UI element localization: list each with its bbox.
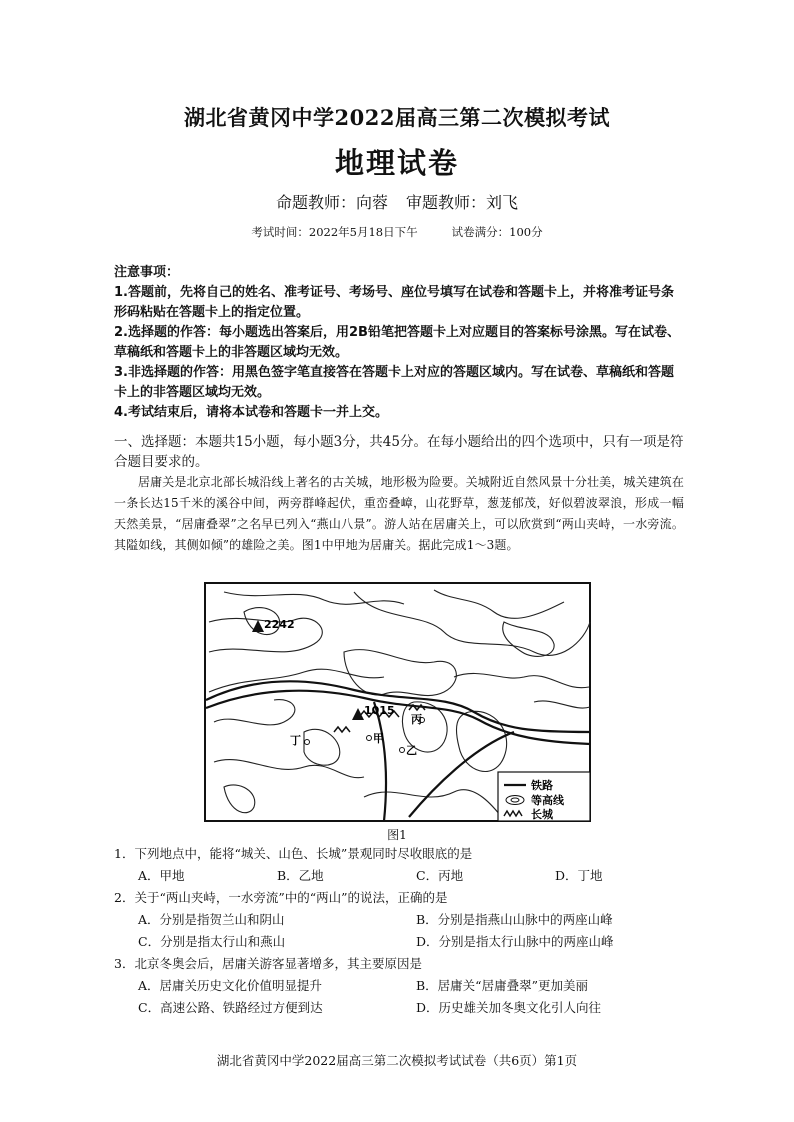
topographic-map bbox=[204, 582, 591, 822]
notice-list bbox=[114, 283, 684, 423]
option-a: A．分别是指贺兰山和阴山 bbox=[138, 912, 285, 927]
teacher-line bbox=[0, 190, 794, 213]
exam-time: 考试时间：2022年5月18日下午 bbox=[251, 225, 418, 239]
figure-caption: 图1 bbox=[387, 828, 407, 842]
question-1 bbox=[114, 843, 694, 887]
option-d: D．历史雄关加冬奥文化引人向往 bbox=[416, 1000, 602, 1015]
option-a: A．居庸关历史文化价值明显提升 bbox=[138, 978, 323, 993]
question-stem: 1．下列地点中，能将“城关、山色、长城”景观同时尽收眼底的是 bbox=[114, 846, 473, 861]
option-c: C．分别是指太行山和燕山 bbox=[138, 934, 286, 949]
notice-item: 4.考试结束后，请将本试卷和答题卡一并上交。 bbox=[114, 405, 388, 420]
question-stem: 2．关于“两山夹峙，一水旁流”中的“两山”的说法，正确的是 bbox=[114, 890, 448, 905]
place-jia: 甲 bbox=[373, 732, 384, 745]
peak-label-low: 1015 bbox=[364, 704, 395, 717]
option-d: D．丁地 bbox=[555, 868, 603, 883]
page-footer: 湖北省黄冈中学2022届高三第二次模拟考试试卷（共6页）第1页 bbox=[216, 1053, 578, 1068]
exam-info-line bbox=[0, 224, 794, 240]
legend-great-wall: 长城 bbox=[531, 808, 553, 821]
option-c: C．高速公路、铁路经过方便到达 bbox=[138, 1000, 323, 1015]
reading-passage: 居庸关是北京北部长城沿线上著名的古关城，地形极为险要。关城附近自然风景十分壮美，城关建筑在一条长达15千米的溪谷中间，两旁群峰起伏，重峦叠嶂，山花野草，葱茏郁茂，好似碧波翠浪，形成一幅天然美景，“居庸叠翠”之名早已列入“燕山八景”。游人站在居庸关上，可以欣赏到“两山夹峙，一水旁流。其隘如线，其侧如倾”的雄险之美。图1中甲地为居庸关。据此完成1～3题。 bbox=[114, 475, 684, 552]
option-row bbox=[114, 865, 694, 887]
option-b: B．乙地 bbox=[277, 868, 324, 883]
map-legend bbox=[498, 772, 590, 821]
legend-contour: 等高线 bbox=[531, 794, 564, 807]
option-d: D．分别是指太行山脉中的两座山峰 bbox=[416, 934, 614, 949]
option-b: B．分别是指燕山山脉中的两座山峰 bbox=[416, 912, 613, 927]
place-ding: 丁 bbox=[290, 734, 301, 747]
legend-railway: 铁路 bbox=[531, 779, 553, 792]
reviewer-teacher: 审题教师：刘飞 bbox=[406, 193, 519, 212]
subject-title: 地理试卷 bbox=[334, 146, 459, 180]
question-stem: 3．北京冬奥会后，居庸关游客显著增多，其主要原因是 bbox=[114, 956, 422, 971]
question-3 bbox=[114, 953, 694, 1019]
exam-title: 湖北省黄冈中学2022届高三第二次模拟考试 bbox=[184, 105, 610, 130]
full-score: 试卷满分：100分 bbox=[451, 225, 543, 239]
option-row bbox=[114, 909, 694, 953]
notice-item: 3.非选择题的作答：用黑色签字笔直接答在答题卡上对应的答题区域内。写在试卷、草稿纸和答题卡上的非答题区域均无效。 bbox=[114, 365, 674, 400]
notice-item: 2.选择题的作答：每小题选出答案后，用2B铅笔把答题卡上对应题目的答案标号涂黑。写在试卷、草稿纸和答题卡上的非答题区域均无效。 bbox=[114, 325, 680, 360]
option-b: B．居庸关“居庸叠翠”更加美丽 bbox=[416, 978, 588, 993]
notice-heading: 注意事项： bbox=[114, 265, 180, 280]
option-row bbox=[114, 975, 694, 1019]
option-a: A．甲地 bbox=[138, 868, 185, 883]
peak-label-high: 2242 bbox=[264, 618, 295, 631]
setter-teacher: 命题教师：向蓉 bbox=[275, 193, 388, 212]
option-c: C．丙地 bbox=[416, 868, 464, 883]
place-yi: 乙 bbox=[406, 744, 417, 757]
place-bing: 丙 bbox=[411, 713, 422, 726]
section-heading: 一、选择题：本题共15小题，每小题3分，共45分。在每小题给出的四个选项中，只有一项是符合题目要求的。 bbox=[114, 434, 684, 470]
question-2 bbox=[114, 887, 694, 953]
notice-item: 1.答题前，先将自己的姓名、准考证号、考场号、座位号填写在试卷和答题卡上，并将准考证号条形码粘贴在答题卡上的指定位置。 bbox=[114, 285, 674, 320]
